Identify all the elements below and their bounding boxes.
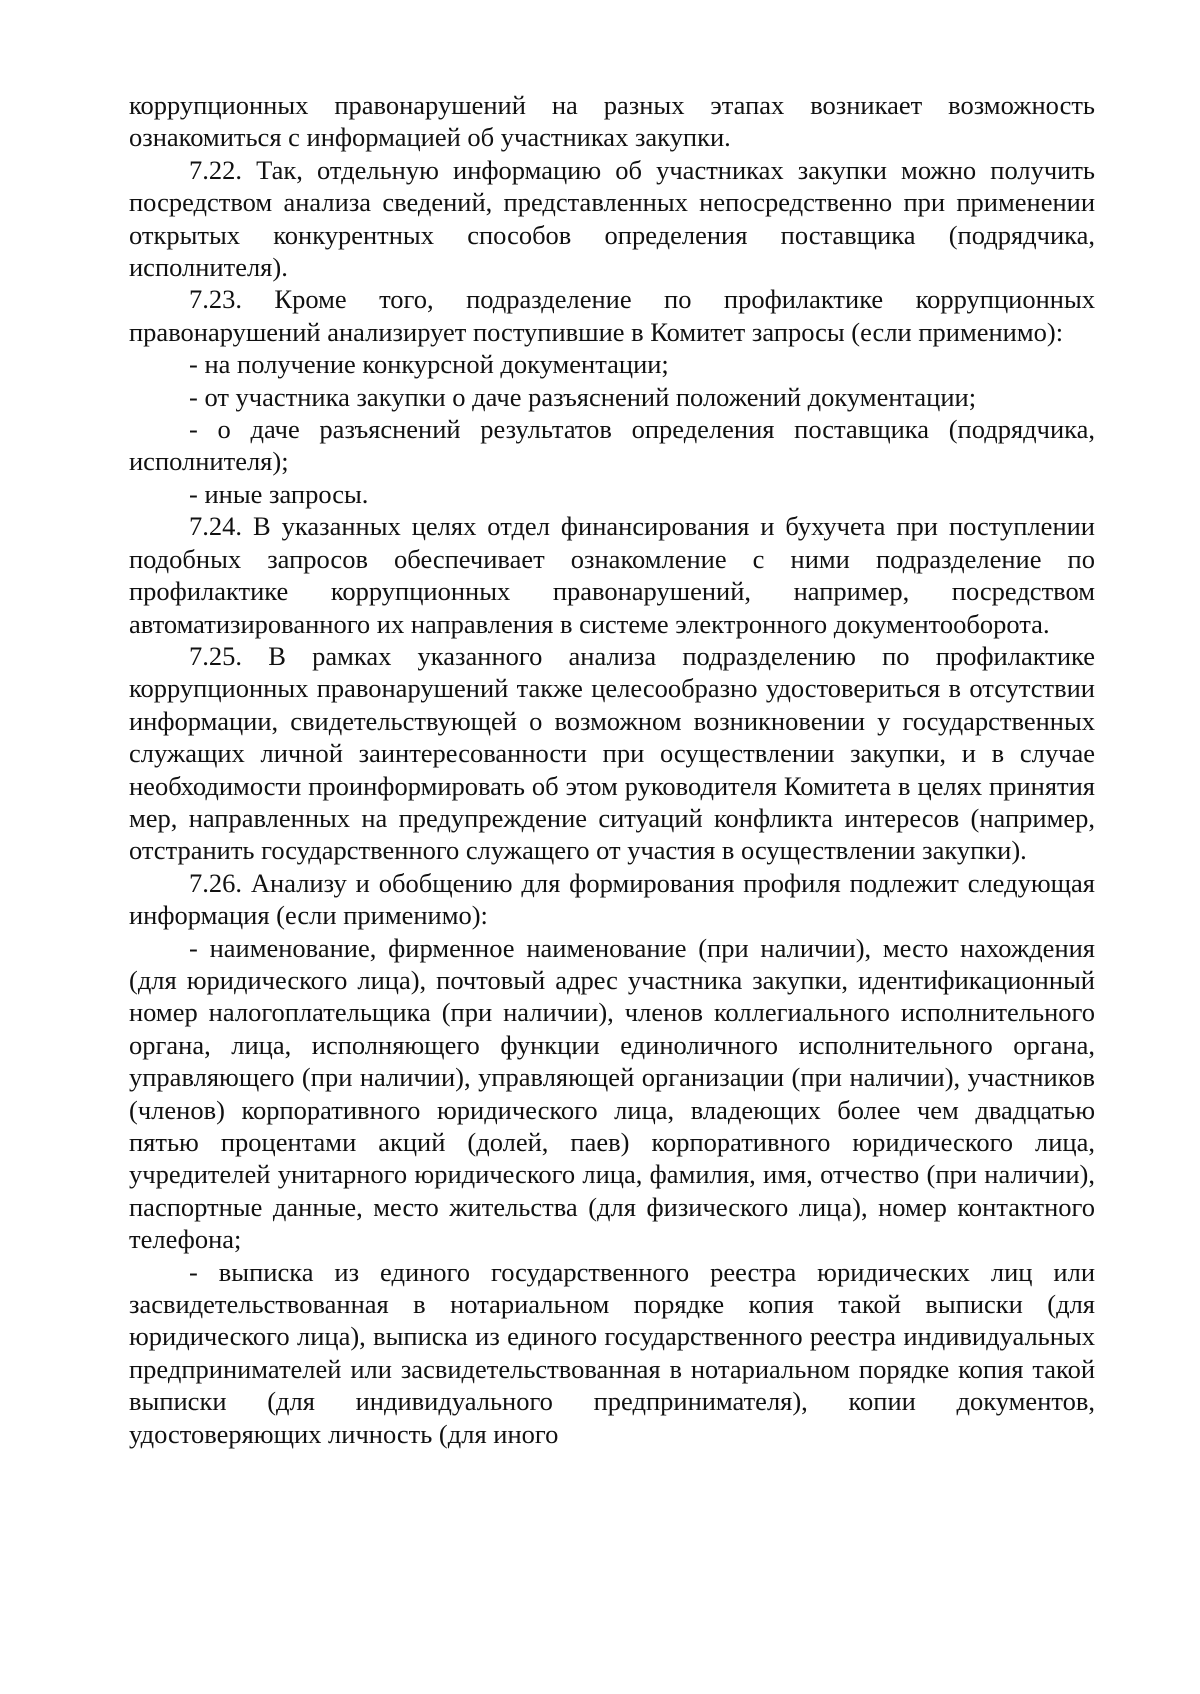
list-item-inye-zaprosy: - иные запросы. [189, 478, 369, 509]
document-body [129, 89, 1095, 1450]
paragraph-7-23: 7.23. Кроме того, подразделение по профилактике коррупционных правонарушений анализирует поступившие в Комитет запросы (если применимо): [129, 284, 1095, 347]
paragraph-7-26: 7.26. Анализу и обобщению для формирования профиля подлежит следующая информация (если применимо): [129, 867, 1095, 931]
list-item-naimenovanie: - наименование, фирменное наименование (при наличии), место нахождения (для юридического лица), почтовый адрес участника закупки, идентификационный номер налогоплательщика (при наличии), членов коллегиального исполнительного органа, лица, исполняющего функции единоличного исполнительного органа, управляющего (при наличии), управляющей организации (при наличии), участников (членов) корпоративного юридического лица, владеющих более чем двадцатью пятью процентами акций (долей, паев) корпоративного юридического лица, учредителей унитарного юридического лица, фамилия, имя, отчество (при наличии), паспортные данные, место жительства (для физического лица), номер контактного телефона; [129, 932, 1095, 1255]
list-item-razyasneniya-rezultatov: - о даче разъяснений результатов определения поставщика (подрядчика, исполнителя); [129, 414, 1095, 477]
paragraph-7-24: 7.24. В указанных целях отдел финансирования и бухучета при поступлении подобных запросов обеспечивает ознакомление с ними подразделение по профилактике коррупционных правонарушений, например, посредством автоматизированного их направления в системе электронного документооборота. [129, 511, 1095, 639]
list-item-vypiska: - выписка из единого государственного реестра юридических лиц или засвидетельствованная в нотариальном порядке копия такой выписки (для юридического лица), выписка из единого государственного реестра индивидуальных предпринимателей или засвидетельствованная в нотариальном порядке копия такой выписки (для индивидуального предпринимателя), копии документов, удостоверяющих личность (для иного [129, 1256, 1095, 1449]
list-item-konkursnaya-dokumentatsiya: - на получение конкурсной документации; [189, 349, 669, 380]
paragraph-7-22: 7.22. Так, отдельную информацию об участниках закупки можно получить посредством анализа сведений, представленных непосредственно при применении открытых конкурентных способов определения поставщика (подрядчика, исполнителя). [129, 154, 1095, 283]
paragraph-7-25: 7.25. В рамках указанного анализа подразделению по профилактике коррупционных правонарушений также целесообразно удостовериться в отсутствии информации, свидетельствующей о возможном возникновении у государственных служащих личной заинтересованности при осуществлении закупки, и в случае необходимости проинформировать об этом руководителя Комитета в целях принятия мер, направленных на предупреждение ситуаций конфликта интересов (например, отстранить государственного служащего от участия в осуществлении закупки). [129, 640, 1095, 866]
list-item-razyasneniya-dokumentatsii: - от участника закупки о даче разъяснений положений документации; [189, 381, 977, 412]
paragraph-continuation: коррупционных правонарушений на разных этапах возникает возможность ознакомиться с информацией об участниках закупки. [129, 90, 1095, 153]
